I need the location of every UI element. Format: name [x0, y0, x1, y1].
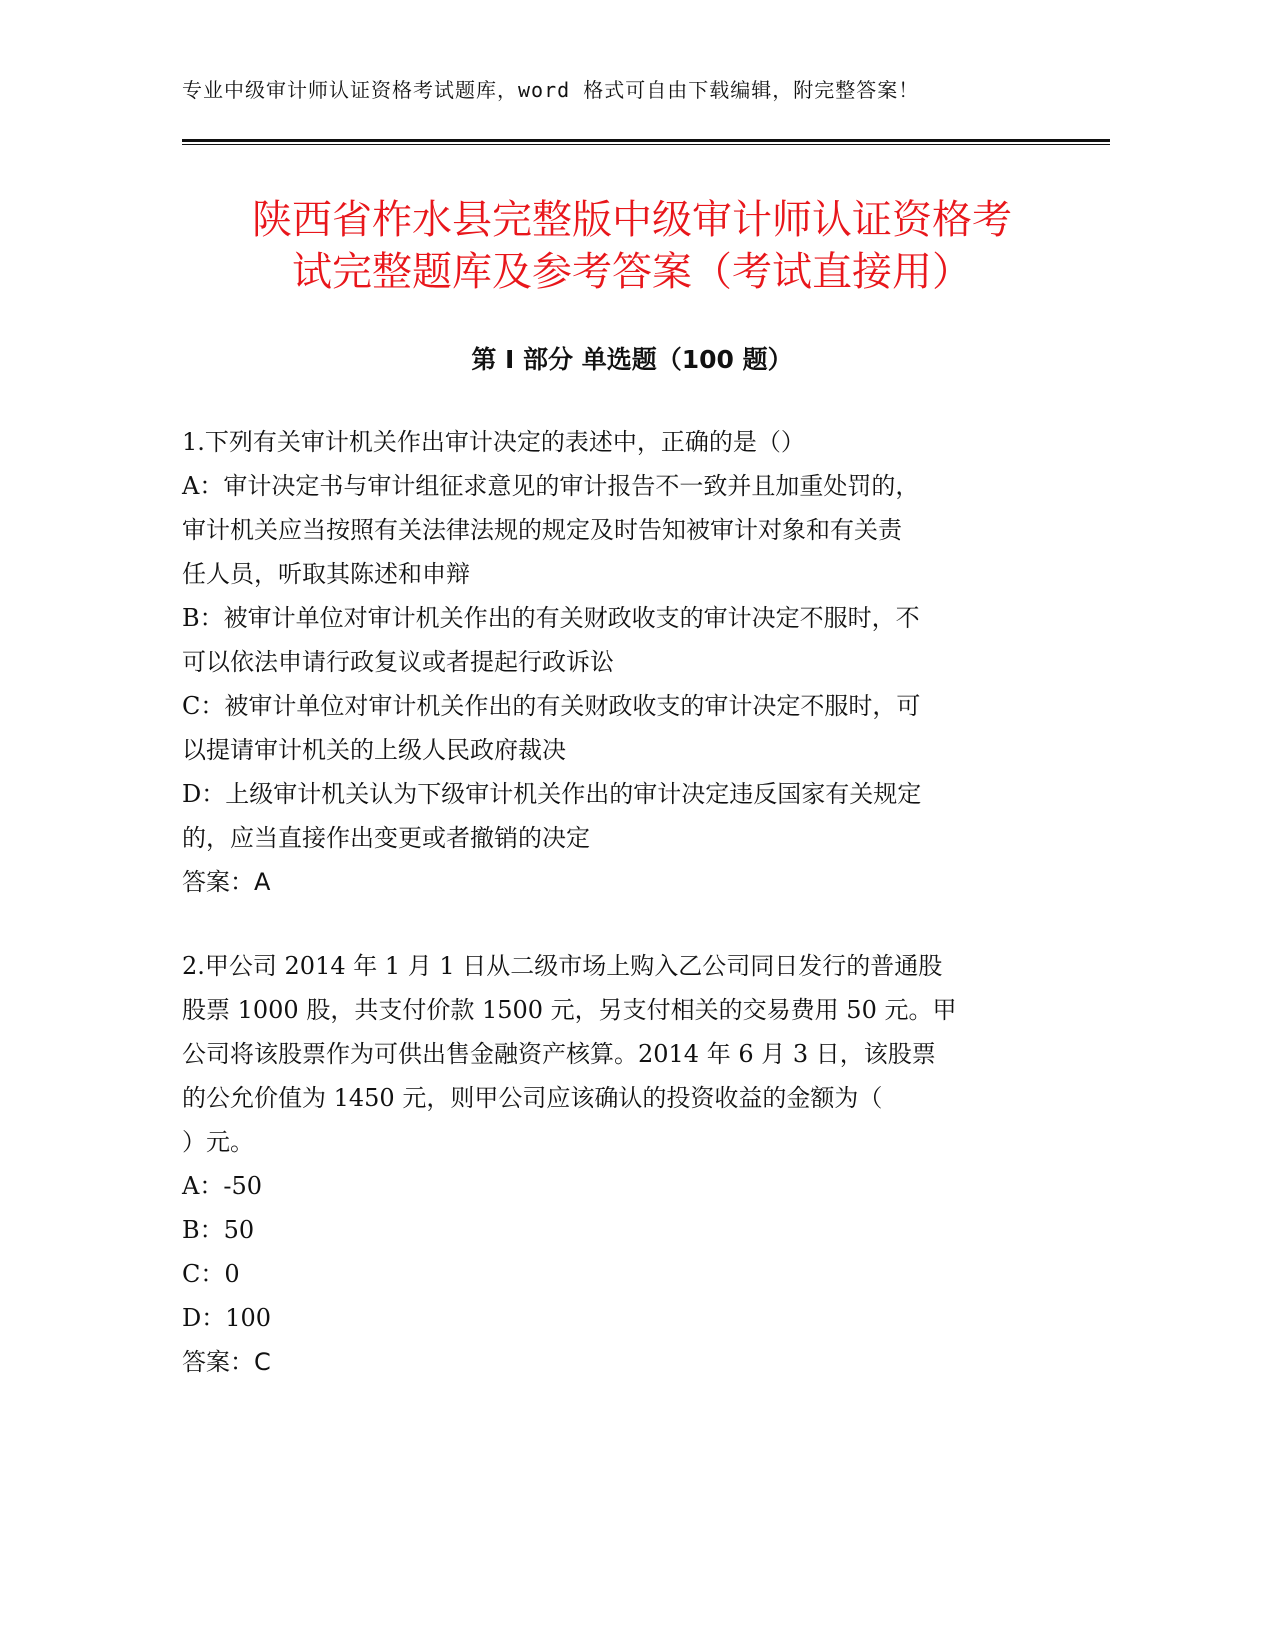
- document-title: [182, 194, 1082, 298]
- question-stem: [182, 944, 1062, 1164]
- option-line: 的，应当直接作出变更或者撤销的决定: [182, 824, 590, 852]
- option-c: [182, 684, 1062, 772]
- question-stem-line: 股票 1000 股，共支付价款 1500 元，另支付相关的交易费用 50 元。甲: [182, 996, 957, 1024]
- option-a: [182, 464, 1062, 596]
- option-b: B：50: [182, 1216, 255, 1244]
- header-divider: [182, 139, 1110, 145]
- section-heading: 第 I 部分 单选题（100 题）: [471, 345, 793, 374]
- answer-label: 答案：C: [182, 1348, 271, 1376]
- option-line: 可以依法申请行政复议或者提起行政诉讼: [182, 648, 614, 676]
- question-stem-line: 公司将该股票作为可供出售金融资产核算。2014 年 6 月 3 日，该股票: [182, 1040, 936, 1068]
- option-line: 以提请审计机关的上级人民政府裁决: [182, 736, 566, 764]
- question-stem-line: ）元。: [182, 1128, 254, 1156]
- option-line: A：审计决定书与审计组征求意见的审计报告不一致并且加重处罚的，: [182, 472, 920, 500]
- question-1: [182, 420, 1062, 904]
- option-d: [182, 772, 1062, 860]
- document-title-line-2: 试完整题库及参考答案（考试直接用）: [292, 249, 972, 295]
- question-stem-line: 2.甲公司 2014 年 1 月 1 日从二级市场上购入乙公司同日发行的普通股: [182, 952, 943, 980]
- option-line: D：上级审计机关认为下级审计机关作出的审计决定违反国家有关规定: [182, 780, 922, 808]
- option-b: [182, 596, 1062, 684]
- option-a: A：-50: [182, 1172, 262, 1200]
- option-line: C：被审计单位对审计机关作出的有关财政收支的审计决定不服时，可: [182, 692, 921, 720]
- question-stem-line: 的公允价值为 1450 元，则甲公司应该确认的投资收益的金额为（: [182, 1084, 883, 1112]
- option-c: C：0: [182, 1260, 240, 1288]
- answer-label: 答案：A: [182, 868, 271, 896]
- option-line: 审计机关应当按照有关法律法规的规定及时告知被审计对象和有关责: [182, 516, 902, 544]
- option-line: B：被审计单位对审计机关作出的有关财政收支的审计决定不服时，不: [182, 604, 920, 632]
- question-stem: 1.下列有关审计机关作出审计决定的表述中，正确的是（）: [182, 428, 805, 456]
- document-title-line-1: 陕西省柞水县完整版中级审计师认证资格考: [252, 197, 1012, 243]
- option-line: 任人员，听取其陈述和申辩: [182, 560, 470, 588]
- page-header: 专业中级审计师认证资格考试题库，word 格式可自由下载编辑，附完整答案！: [182, 78, 920, 102]
- question-2: [182, 944, 1062, 1384]
- option-d: D：100: [182, 1304, 272, 1332]
